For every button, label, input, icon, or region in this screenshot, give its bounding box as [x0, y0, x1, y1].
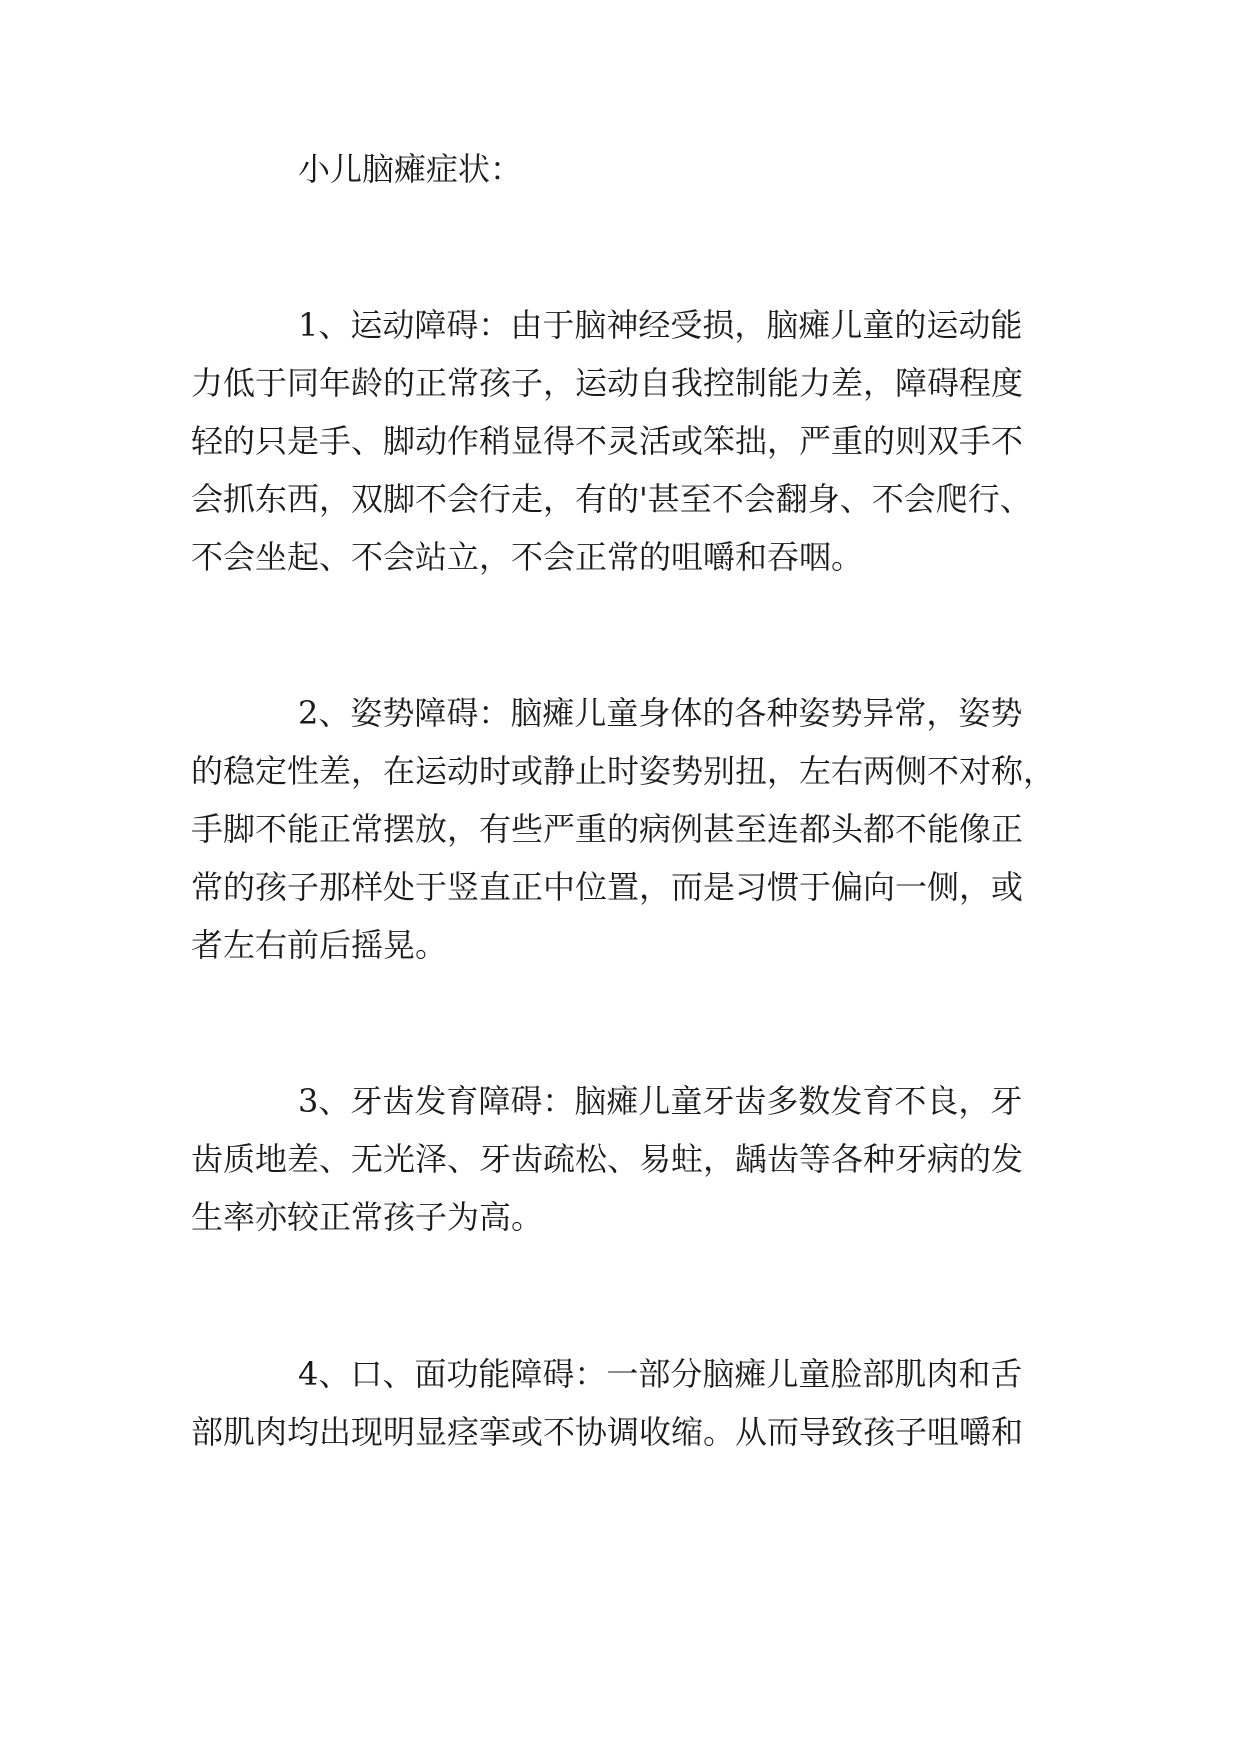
paragraph-4-line-2: 部肌肉均出现明显痉挛或不协调收缩。从而导致孩子咀嚼和	[191, 1413, 1024, 1451]
document-heading: 小儿脑瘫症状：	[298, 150, 523, 188]
paragraph-2-line-4: 常的孩子那样处于竖直正中位置，而是习惯于偏向一侧，或	[191, 868, 1024, 906]
paragraph-1-line-1: 1、运动障碍：由于脑神经受损，脑瘫儿童的运动能	[298, 306, 1023, 344]
paragraph-2-line-1: 2、姿势障碍：脑瘫儿童身体的各种姿势异常，姿势	[298, 694, 1023, 732]
paragraph-1-line-2: 力低于同年龄的正常孩子，运动自我控制能力差，障碍程度	[191, 364, 1024, 402]
paragraph-1-line-4: 会抓东西，双脚不会行走，有的'甚至不会翻身、不会爬行、	[191, 480, 1032, 518]
paragraph-1-line-5: 不会坐起、不会站立，不会正常的咀嚼和吞咽。	[191, 538, 864, 576]
paragraph-4-line-1: 4、口、面功能障碍：一部分脑瘫儿童脸部肌肉和舌	[298, 1355, 1023, 1393]
paragraph-2-line-3: 手脚不能正常摆放，有些严重的病例甚至连都头都不能像正	[191, 810, 1024, 848]
paragraph-3-line-3: 生率亦较正常孩子为高。	[191, 1198, 544, 1236]
paragraph-2-line-5: 者左右前后摇晃。	[191, 926, 448, 964]
paragraph-3-line-1: 3、牙齿发育障碍：脑瘫儿童牙齿多数发育不良，牙	[298, 1082, 1023, 1120]
paragraph-3-line-2: 齿质地差、无光泽、牙齿疏松、易蛀，龋齿等各种牙病的发	[191, 1140, 1024, 1178]
paragraph-2-line-2: 的稳定性差，在运动时或静止时姿势别扭，左右两侧不对称，	[191, 752, 1056, 790]
paragraph-1-line-3: 轻的只是手、脚动作稍显得不灵活或笨拙，严重的则双手不	[191, 422, 1024, 460]
